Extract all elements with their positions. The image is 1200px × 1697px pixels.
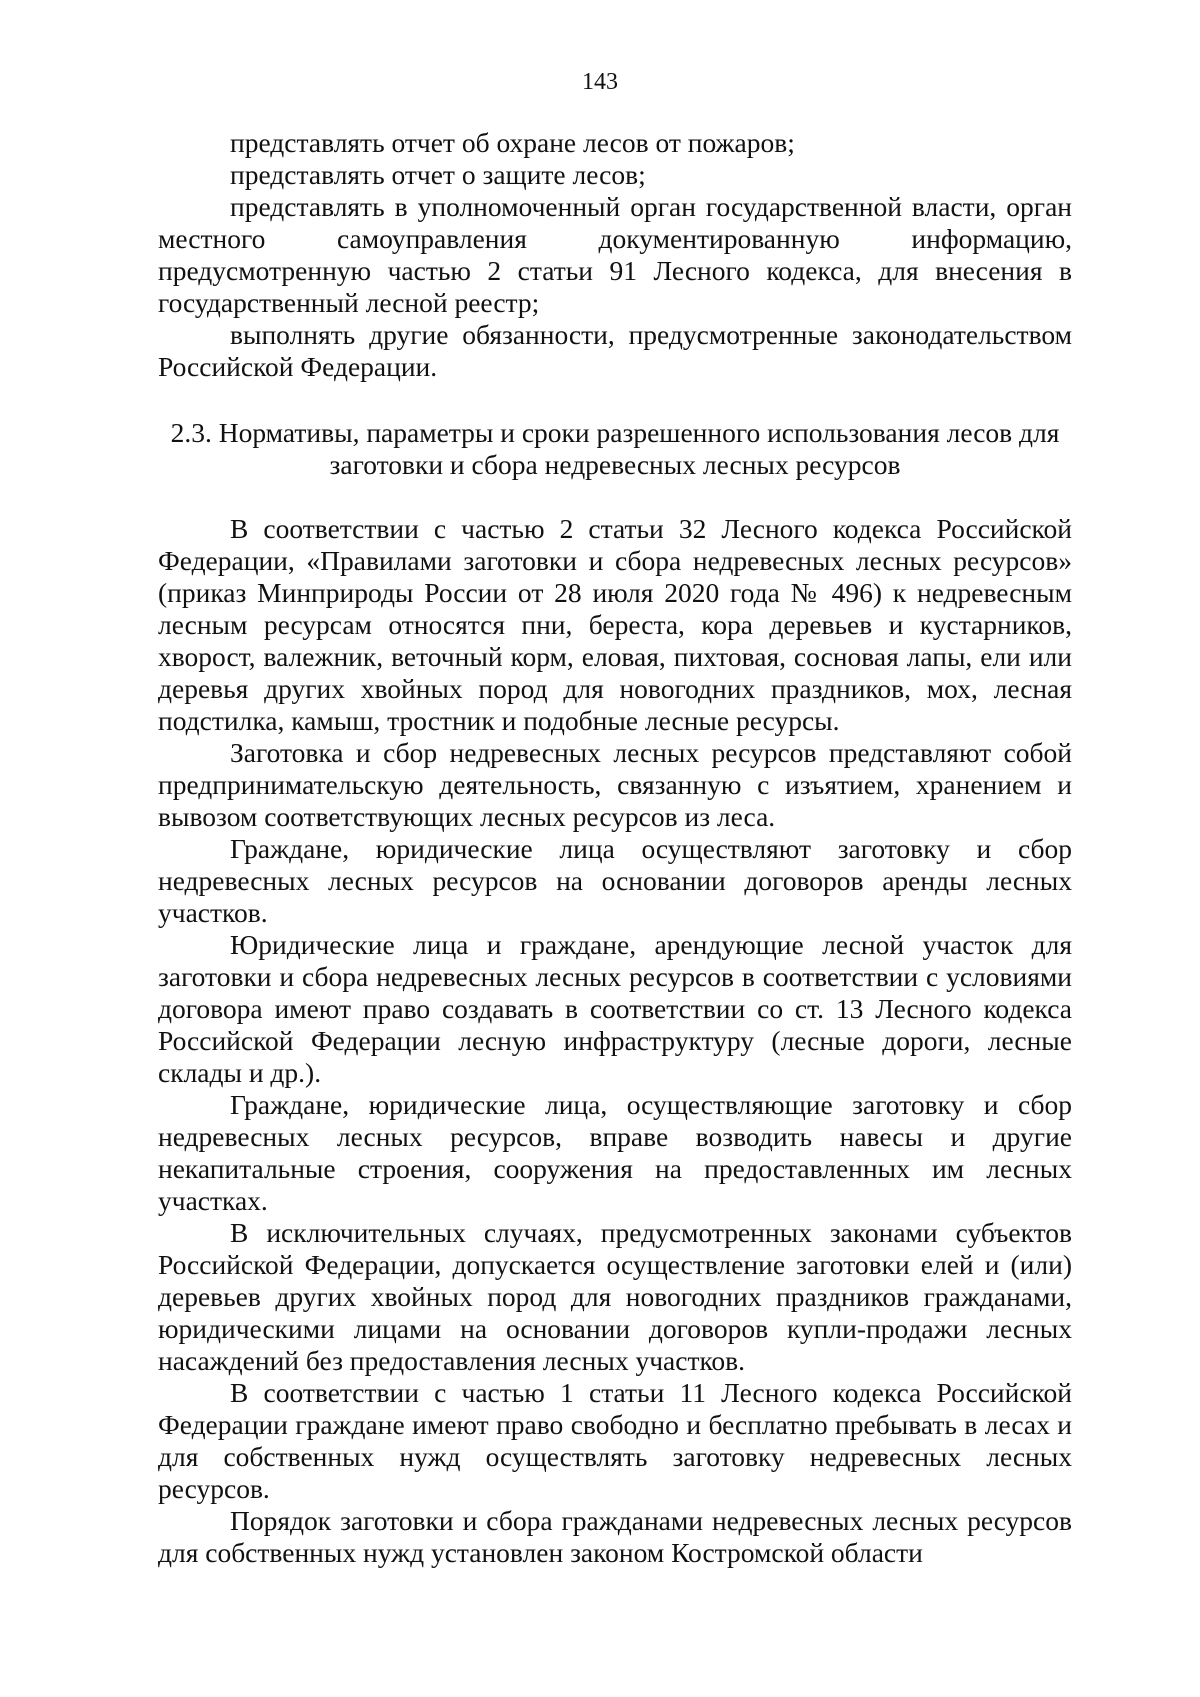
section-paragraph: В соответствии с частью 1 статьи 11 Лесного кодекса Российской Федерации граждане имеют право свободно и бесплатно пребывать в лесах и для собственных нужд осуществлять заготовку недревесных лесных ресурсов. <box>158 1377 1072 1504</box>
intro-paragraph: представлять в уполномоченный орган государственной власти, орган местного самоуправления документированную информацию, предусмотренную частью 2 статьи 91 Лесного кодекса, для внесения в государственный лесной реестр; <box>158 191 1072 318</box>
section-paragraph: В соответствии с частью 2 статьи 32 Лесного кодекса Российской Федерации, «Правилами заготовки и сбора недревесных лесных ресурсов» (приказ Минприроды России от 28 июля 2020 года № 496) к недревесным лесным ресурсам относятся пни, береста, кора деревьев и кустарников, хворост, валежник, веточный корм, еловая, пихтовая, сосновая лапы, ели или деревья других хвойных пород для новогодних праздников, мох, лесная подстилка, камыш, тростник и подобные лесные ресурсы. <box>158 513 1072 736</box>
body-text <box>158 127 1072 1569</box>
section-paragraph: Юридические лица и граждане, арендующие лесной участок для заготовки и сбора недревесных лесных ресурсов в соответствии с условиями договора имеют право создавать в соответствии со ст. 13 Лесного кодекса Российской Федерации лесную инфраструктуру (лесные дороги, лесные склады и др.). <box>158 929 1072 1088</box>
intro-paragraph: представлять отчет об охране лесов от пожаров; <box>230 127 795 158</box>
section-heading: 2.3. Нормативы, параметры и сроки разрешенного использования лесов для заготовки и сбора недревесных лесных ресурсов <box>170 417 1060 480</box>
section-paragraph: В исключительных случаях, предусмотренных законами субъектов Российской Федерации, допускается осуществление заготовки елей и (или) деревьев других хвойных пород для новогодних праздников гражданами, юридическими лицами на основании договоров купли-продажи лесных насаждений без предоставления лесных участков. <box>158 1217 1072 1376</box>
intro-paragraph: представлять отчет о защите лесов; <box>230 159 646 190</box>
intro-paragraph: выполнять другие обязанности, предусмотренные законодательством Российской Федерации. <box>158 319 1072 382</box>
section-paragraph: Порядок заготовки и сбора гражданами недревесных лесных ресурсов для собственных нужд установлен законом Костромской области <box>158 1505 1072 1568</box>
section-paragraph: Граждане, юридические лица, осуществляющие заготовку и сбор недревесных лесных ресурсов, вправе возводить навесы и другие некапитальные строения, сооружения на предоставленных им лесных участках. <box>158 1089 1072 1216</box>
section-paragraph: Граждане, юридические лица осуществляют заготовку и сбор недревесных лесных ресурсов на основании договоров аренды лесных участков. <box>158 833 1072 928</box>
section-paragraph: Заготовка и сбор недревесных лесных ресурсов представляют собой предпринимательскую деятельность, связанную с изъятием, хранением и вывозом соответствующих лесных ресурсов из леса. <box>158 737 1072 832</box>
page-number: 143 <box>582 69 618 95</box>
